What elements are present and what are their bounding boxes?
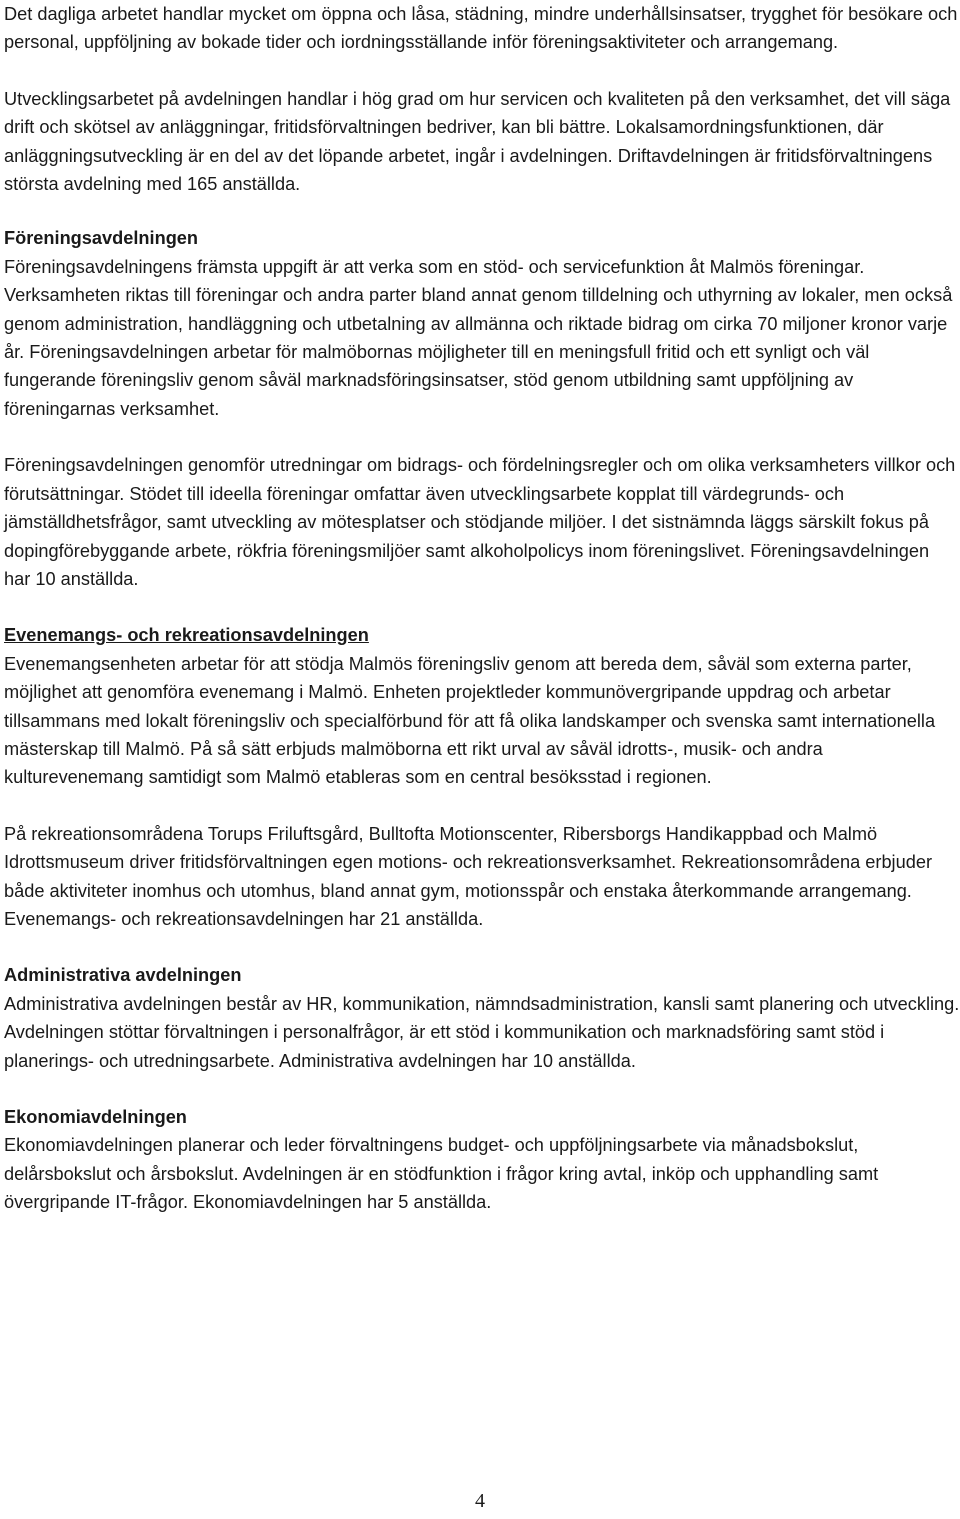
section-heading-administrativa: Administrativa avdelningen xyxy=(4,965,242,986)
section-evenemang xyxy=(4,621,960,791)
document-page xyxy=(4,0,960,1217)
section-administrativa xyxy=(4,961,960,1075)
intro-paragraph-1: Det dagliga arbetet handlar mycket om öppna och låsa, städning, mindre underhållsinsatser, trygghet för besökare och personal, uppföljning av bokade tider och iordningsställande inför föreningsaktiviteter och arrangemang. xyxy=(4,4,958,53)
ekonomi-paragraph-1: Ekonomiavdelningen planerar och leder förvaltningens budget- och uppföljningsarbete via månadsbokslut, delårsbokslut och årsbokslut. Avdelningen är en stödfunktion i frågor kring avtal, inköp och upphandling samt övergripande IT-frågor. Ekonomiavdelningen har 5 anställda. xyxy=(4,1135,879,1213)
section-heading-evenemang: Evenemangs- och rekreationsavdelningen xyxy=(4,625,369,646)
section-heading-ekonomi: Ekonomiavdelningen xyxy=(4,1107,187,1127)
section-ekonomi xyxy=(4,1103,960,1217)
foreningsavdelningen-paragraph-2: Föreningsavdelningen genomför utredningar om bidrags- och fördelningsregler och om olika verksamheters villkor och förutsättningar. Stödet till ideella föreningar omfattar även utvecklingsarbete kopplat till värdegrunds- och jämställdhetsfrågor, samt utveckling av mötesplatser och stödjande miljöer. I det sistnämnda läggs särskilt fokus på dopingförebyggande arbete, rökfria föreningsmiljöer samt alkoholpolicys inom föreningslivet. Föreningsavdelningen har 10 anställda. xyxy=(4,455,956,589)
administrativa-paragraph-1: Administrativa avdelningen består av HR, kommunikation, nämndsadministration, kansli samt planering och utveckling. Avdelningen stöttar förvaltningen i personalfrågor, är ett stöd i kommunikation och marknadsföring samt stöd i planerings- och utredningsarbete. Administrativa avdelningen har 10 anställda. xyxy=(4,993,960,1071)
page-number: 4 xyxy=(475,1490,485,1512)
evenemang-paragraph-1: Evenemangsenheten arbetar för att stödja Malmös föreningsliv genom att bereda dem, såväl som externa parter, möjlighet att genomföra evenemang i Malmö. Enheten projektleder kommunövergripande uppdrag och arbetar tillsammans med lokalt föreningsliv och specialförbund för att få olika landskamper och svenska samt internationella mästerskap till Malmö. På så sätt erbjuds malmöborna ett rikt urval av såväl idrotts-, musik- och andra kulturevenemang samtidigt som Malmö etableras som en central besöksstad i regionen. xyxy=(4,653,936,788)
section-heading-foreningsavdelningen: Föreningsavdelningen xyxy=(4,228,199,249)
foreningsavdelningen-paragraph-1: Föreningsavdelningens främsta uppgift är att verka som en stöd- och servicefunktion åt Malmös föreningar. Verksamheten riktas till föreningar och andra parter bland annat genom tilldelning och uthyrning av lokaler, men också genom administration, handläggning och utbetalning av allmänna och riktade bidrag om cirka 70 miljoner kronor varje år. Föreningsavdelningen arbetar för malmöbornas möjligheter till en meningsfull fritid och ett synligt och väl fungerande föreningsliv genom såväl marknadsföringsinsatser, stöd genom utbildning samt uppföljning av föreningarnas verksamhet. xyxy=(4,256,953,419)
section-foreningsavdelningen xyxy=(4,224,960,423)
intro-paragraph-2: Utvecklingsarbetet på avdelningen handlar i hög grad om hur servicen och kvaliteten på den verksamhet, det vill säga drift och skötsel av anläggningar, fritidsförvaltningen bedriver, kan bli bättre. Lokalsamordningsfunktionen, där anläggningsutveckling är en del av det löpande arbetet, ingår i avdelningen. Driftavdelningen är fritidsförvaltningens största avdelning med 165 anställda. xyxy=(4,88,951,195)
evenemang-paragraph-2: På rekreationsområdena Torups Friluftsgård, Bulltofta Motionscenter, Ribersborgs Handikappbad och Malmö Idrottsmuseum driver fritidsförvaltningen egen motions- och rekreationsverksamhet. Rekreationsområdena erbjuder både aktiviteter inomhus och utomhus, bland annat gym, motionsspår och enstaka återkommande arrangemang. Evenemangs- och rekreationsavdelningen har 21 anställda. xyxy=(4,823,932,929)
